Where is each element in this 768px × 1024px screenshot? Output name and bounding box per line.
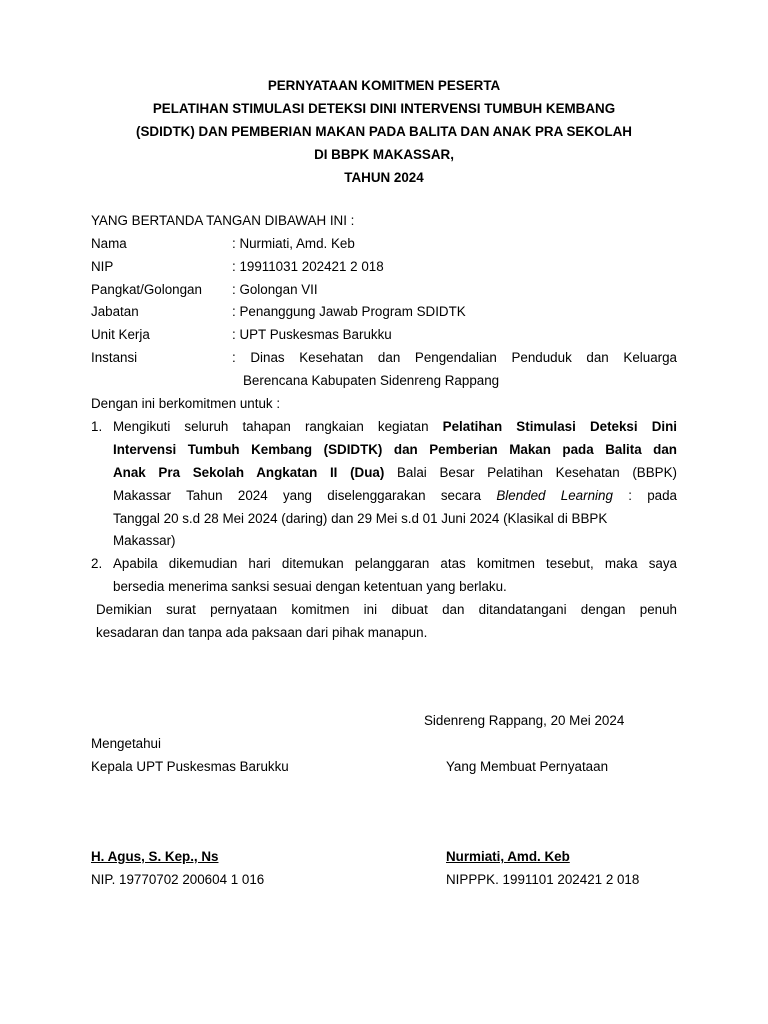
item-1-line-6: Makassar) (113, 533, 176, 548)
title-line-5: TAHUN 2024 (344, 170, 424, 185)
field-value-instansi: : Dinas Kesehatan dan Pengendalian Penduduk dan Keluarga (232, 350, 677, 365)
field-label-nama: Nama (91, 236, 127, 251)
item-1-line-4-text: Makassar Tahun 2024 yang diselenggarakan secara (113, 488, 497, 503)
right-signer-name: Nurmiati, Amd. Keb (446, 849, 570, 864)
title-line-1: PERNYATAAN KOMITMEN PESERTA (267, 78, 501, 93)
item-1-line-3-bold: Anak Pra Sekolah Angkatan II (Dua) (113, 465, 385, 480)
intro-text: YANG BERTANDA TANGAN DIBAWAH INI : (91, 213, 355, 228)
item-1-line-1 (113, 419, 677, 434)
left-signer-position: Kepala UPT Puskesmas Barukku (91, 759, 289, 774)
item-1-line-4 (113, 488, 677, 503)
item-1-line-1-bold: Pelatihan Stimulasi Deteksi Dini (442, 419, 677, 434)
commit-intro: Dengan ini berkomitmen untuk : (91, 396, 281, 411)
field-value-nip: : 19911031 202421 2 018 (232, 259, 384, 274)
item-2-number: 2. (91, 556, 103, 571)
item-1-line-4-end: : pada (612, 488, 678, 503)
right-signer-position: Yang Membuat Pernyataan (446, 759, 609, 774)
left-signer-nip: NIP. 19770702 200604 1 016 (91, 872, 265, 887)
field-value-pangkat: : Golongan VII (232, 282, 318, 297)
mengetahui-label: Mengetahui (91, 736, 161, 751)
item-1-line-4-italic: Blended Learning (496, 488, 613, 503)
field-value-instansi-cont: Berencana Kabupaten Sidenreng Rappang (243, 373, 500, 388)
item-1-line-3 (113, 465, 677, 480)
field-label-unit-kerja: Unit Kerja (91, 327, 150, 342)
closing-line-2: kesadaran dan tanpa ada paksaan dari pihak manapun. (96, 625, 428, 640)
field-value-jabatan: : Penanggung Jawab Program SDIDTK (232, 304, 466, 319)
item-1-line-2: Intervensi Tumbuh Kembang (SDIDTK) dan Pemberian Makan pada Balita dan (113, 442, 677, 457)
item-1-number: 1. (91, 419, 103, 434)
place-date: Sidenreng Rappang, 20 Mei 2024 (424, 713, 625, 728)
item-1-line-3-text: Balai Besar Pelatihan Kesehatan (BBPK) (384, 465, 677, 480)
item-2-line-1: Apabila dikemudian hari ditemukan pelanggaran atas komitmen tesebut, maka saya (113, 556, 677, 571)
title-line-3: (SDIDTK) DAN PEMBERIAN MAKAN PADA BALITA DAN ANAK PRA SEKOLAH (136, 124, 632, 139)
field-label-pangkat: Pangkat/Golongan (91, 282, 202, 297)
field-label-instansi: Instansi (91, 350, 138, 365)
item-2-line-2: bersedia menerima sanksi sesuai dengan ketentuan yang berlaku. (113, 579, 507, 594)
field-label-nip: NIP (91, 259, 114, 274)
left-signer-name: H. Agus, S. Kep., Ns (91, 849, 219, 864)
right-signer-nip: NIPPPK. 1991101 202421 2 018 (446, 872, 640, 887)
field-value-nama: : Nurmiati, Amd. Keb (232, 236, 355, 251)
item-1-line-5: Tanggal 20 s.d 28 Mei 2024 (daring) dan 29 Mei s.d 01 Juni 2024 (Klasikal di BBPK (113, 511, 608, 526)
field-label-jabatan: Jabatan (91, 304, 139, 319)
closing-line-1: Demikian surat pernyataan komitmen ini dibuat dan ditandatangani dengan penuh (96, 602, 677, 617)
title-line-2: PELATIHAN STIMULASI DETEKSI DINI INTERVENSI TUMBUH KEMBANG (152, 101, 616, 116)
field-value-unit-kerja: : UPT Puskesmas Barukku (232, 327, 392, 342)
title-line-4: DI BBPK MAKASSAR, (314, 147, 454, 162)
item-1-line-1-text: Mengikuti seluruh tahapan rangkaian kegiatan (113, 419, 443, 434)
